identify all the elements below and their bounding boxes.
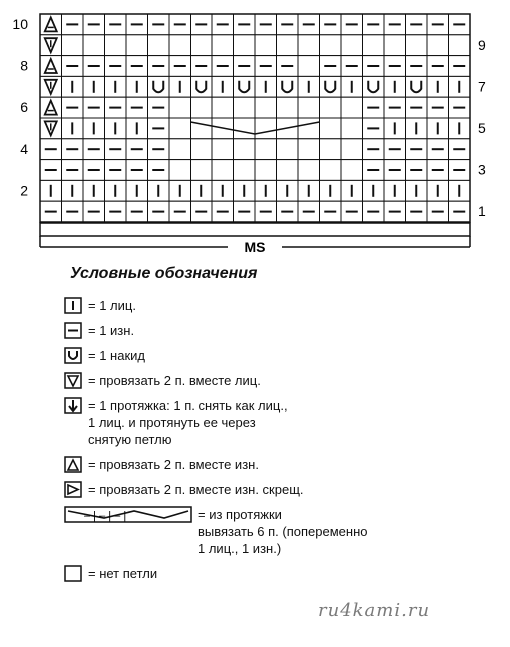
no-stitch-cell xyxy=(277,35,299,56)
chart-cell xyxy=(234,76,256,97)
no-stitch-cell xyxy=(277,139,299,160)
no-stitch-cell xyxy=(363,35,385,56)
legend-title: Условные обозначения xyxy=(70,265,258,282)
no-stitch-cell xyxy=(191,118,213,139)
repeat-box xyxy=(40,223,470,236)
legend-item xyxy=(64,481,504,498)
no-stitch-cell xyxy=(298,56,320,77)
strand-icon xyxy=(64,506,192,523)
no-stitch-cell xyxy=(169,118,191,139)
no-stitch-cell xyxy=(234,118,256,139)
no-stitch-cell xyxy=(191,139,213,160)
k2tog-icon xyxy=(64,372,82,389)
repeat-bracket xyxy=(40,223,470,255)
legend-item-text: = 1 изн. xyxy=(88,323,135,338)
no-stitch-icon xyxy=(64,565,82,582)
no-stitch-cell xyxy=(212,160,234,181)
svg-text:– | – | – |: – | – | – | xyxy=(84,510,127,522)
row-number-left: 4 xyxy=(20,140,28,157)
no-stitch-cell xyxy=(234,35,256,56)
no-stitch-cell xyxy=(169,160,191,181)
purl-icon xyxy=(64,322,82,339)
chart-cell xyxy=(148,76,170,97)
no-stitch-cell xyxy=(105,35,127,56)
no-stitch-cell xyxy=(212,35,234,56)
p2tog-tbl-icon xyxy=(64,481,82,498)
no-stitch-cell xyxy=(341,97,363,118)
chart-cell xyxy=(277,76,299,97)
legend-item-text: = из протяжки вывязать 6 п. (попеременно 1 лиц., 1 изн.) xyxy=(198,507,368,556)
legend-item xyxy=(64,372,504,389)
row-number-left: 2 xyxy=(20,182,28,199)
legend-item-text: = 1 протяжка: 1 п. снять как лиц., 1 лиц. и протянуть ее через снятую петлю xyxy=(88,398,288,447)
no-stitch-cell xyxy=(341,118,363,139)
legend-item-text: = провязать 2 п. вместе изн. xyxy=(88,457,259,472)
no-stitch-cell xyxy=(320,35,342,56)
legend-item-text: = провязать 2 п. вместе лиц. xyxy=(88,373,261,388)
no-stitch-cell xyxy=(298,139,320,160)
no-stitch-cell xyxy=(341,139,363,160)
no-stitch-cell xyxy=(255,139,277,160)
legend-item xyxy=(64,297,504,314)
no-stitch-cell xyxy=(212,97,234,118)
no-stitch-cell xyxy=(427,35,449,56)
legend-item xyxy=(64,506,504,557)
no-stitch-cell xyxy=(384,35,406,56)
no-stitch-cell xyxy=(234,139,256,160)
no-stitch-cell xyxy=(169,97,191,118)
yarn-over-icon xyxy=(64,347,82,364)
no-stitch-cell xyxy=(169,139,191,160)
row-number-left: 8 xyxy=(20,57,28,74)
no-stitch-cell xyxy=(255,160,277,181)
no-stitch-cell xyxy=(126,35,148,56)
row-number-right: 1 xyxy=(478,203,486,220)
row-number-left: 10 xyxy=(12,16,28,32)
no-stitch-cell xyxy=(255,118,277,139)
legend-item xyxy=(64,322,504,339)
legend-items xyxy=(64,297,504,582)
chart-cell xyxy=(320,76,342,97)
legend-item-text: = 1 лиц. xyxy=(88,298,136,313)
no-stitch-cell xyxy=(449,35,471,56)
no-stitch-cell xyxy=(320,97,342,118)
no-stitch-cell xyxy=(298,118,320,139)
no-stitch-cell xyxy=(169,35,191,56)
row-number-right: 9 xyxy=(478,36,486,53)
legend-item xyxy=(64,565,504,582)
legend xyxy=(64,265,504,590)
row-number-right: 7 xyxy=(478,78,486,95)
no-stitch-cell xyxy=(341,160,363,181)
row-number-right: 3 xyxy=(478,161,486,178)
chart-cell xyxy=(191,76,213,97)
pull-through-icon xyxy=(64,397,82,414)
watermark: ru4kami.ru xyxy=(318,600,431,621)
legend-item xyxy=(64,397,504,448)
no-stitch-cell xyxy=(255,97,277,118)
no-stitch-cell xyxy=(191,35,213,56)
no-stitch-cell xyxy=(320,118,342,139)
no-stitch-cell xyxy=(234,160,256,181)
no-stitch-cell xyxy=(277,97,299,118)
no-stitch-cell xyxy=(191,160,213,181)
no-stitch-cell xyxy=(62,35,84,56)
no-stitch-cell xyxy=(255,35,277,56)
legend-item-text: = провязать 2 п. вместе изн. скрещ. xyxy=(88,482,304,497)
no-stitch-cell xyxy=(320,160,342,181)
no-stitch-cell xyxy=(320,139,342,160)
no-stitch-cell xyxy=(277,160,299,181)
no-stitch-cell xyxy=(234,97,256,118)
legend-item-text: = 1 накид xyxy=(88,348,145,363)
no-stitch-cell xyxy=(298,160,320,181)
no-stitch-cell xyxy=(341,35,363,56)
no-stitch-cell xyxy=(191,97,213,118)
no-stitch-cell xyxy=(83,35,105,56)
repeat-label: MS xyxy=(244,239,266,255)
row-number-left: 6 xyxy=(20,99,28,116)
no-stitch-cell xyxy=(298,35,320,56)
no-stitch-cell xyxy=(298,97,320,118)
chart-cell xyxy=(406,76,428,97)
legend-item-text: = нет петли xyxy=(88,566,158,581)
chart-grid xyxy=(40,14,470,222)
no-stitch-cell xyxy=(406,35,428,56)
no-stitch-cell xyxy=(212,139,234,160)
legend-item xyxy=(64,347,504,364)
p2tog-icon xyxy=(64,456,82,473)
chart-cell xyxy=(363,76,385,97)
no-stitch-cell xyxy=(148,35,170,56)
row-number-right: 5 xyxy=(478,120,486,136)
knitting-chart xyxy=(0,0,510,260)
legend-item xyxy=(64,456,504,473)
knit-icon xyxy=(64,297,82,314)
